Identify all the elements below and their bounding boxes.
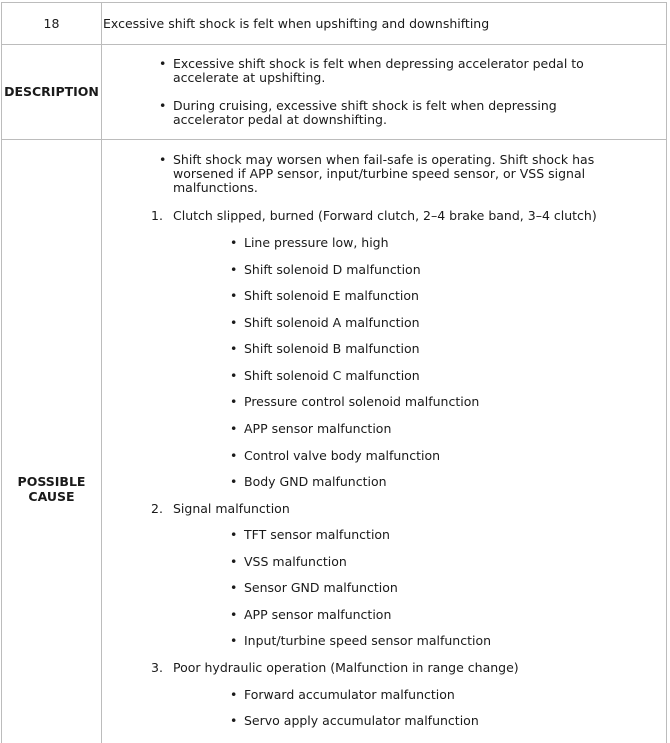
description-label: DESCRIPTION <box>4 84 99 99</box>
cause-item: APP sensor malfunction <box>244 607 392 622</box>
description-item-2-line-2: accelerator pedal at downshifting. <box>173 112 387 127</box>
possible-cause-label-line-2: CAUSE <box>28 489 75 504</box>
bullet: • <box>230 448 238 463</box>
note-line-3: malfunctions. <box>173 180 258 195</box>
description-item-2-line-1: During cruising, excessive shift shock is felt when depressing <box>173 98 557 113</box>
bullet: • <box>230 687 238 702</box>
group-number: 2. <box>151 501 163 516</box>
cause-item: Body GND malfunction <box>244 474 387 489</box>
cause-item: Sensor GND malfunction <box>244 580 398 595</box>
cause-item: Control valve body malfunction <box>244 448 441 463</box>
bullet: • <box>230 394 238 409</box>
cause-item: Servo apply accumulator malfunction <box>244 713 479 728</box>
cause-item: Shift solenoid A malfunction <box>244 315 420 330</box>
possible-cause-label-line-1: POSSIBLE <box>17 474 86 489</box>
bullet: • <box>230 288 238 303</box>
symptom-number: 18 <box>43 16 60 31</box>
cause-item: Forward accumulator malfunction <box>244 687 455 702</box>
bullet: • <box>230 341 238 356</box>
cause-item: Pressure control solenoid malfunction <box>244 394 480 409</box>
bullet: • <box>230 315 238 330</box>
cause-item: VSS malfunction <box>244 554 347 569</box>
column-divider <box>101 2 102 743</box>
bullet: • <box>230 527 238 542</box>
cause-item: APP sensor malfunction <box>244 421 392 436</box>
cause-item: Shift solenoid E malfunction <box>244 288 419 303</box>
bullet: • <box>159 56 167 71</box>
cause-item: Shift solenoid C malfunction <box>244 368 420 383</box>
table-border-left <box>1 2 2 743</box>
bullet: • <box>159 98 167 113</box>
bullet: • <box>230 713 238 728</box>
note-line-1: Shift shock may worsen when fail-safe is operating. Shift shock has <box>173 152 595 167</box>
bullet: • <box>230 607 238 622</box>
cause-item: Shift solenoid D malfunction <box>244 262 421 277</box>
cause-item: Shift solenoid B malfunction <box>244 341 420 356</box>
bullet: • <box>230 633 238 648</box>
cause-item: Input/turbine speed sensor malfunction <box>244 633 492 648</box>
description-item-1-line-1: Excessive shift shock is felt when depressing accelerator pedal to <box>173 56 584 71</box>
symptom-title: Excessive shift shock is felt when upshifting and downshifting <box>103 16 490 31</box>
group-number: 1. <box>151 208 163 223</box>
bullet: • <box>230 235 238 250</box>
group-number: 3. <box>151 660 163 675</box>
bullet: • <box>230 421 238 436</box>
bullet: • <box>159 152 167 167</box>
bullet: • <box>230 262 238 277</box>
description-item-1-line-2: accelerate at upshifting. <box>173 70 326 85</box>
note-line-2: worsened if APP sensor, input/turbine speed sensor, or VSS signal <box>173 166 586 181</box>
bullet: • <box>230 474 238 489</box>
bullet: • <box>230 368 238 383</box>
group-title: Poor hydraulic operation (Malfunction in range change) <box>173 660 519 675</box>
cause-item: TFT sensor malfunction <box>244 527 390 542</box>
group-title: Clutch slipped, burned (Forward clutch, 2–4 brake band, 3–4 clutch) <box>173 208 597 223</box>
table-border-right <box>666 2 667 743</box>
bullet: • <box>230 580 238 595</box>
cause-item: Line pressure low, high <box>244 235 389 250</box>
group-title: Signal malfunction <box>173 501 290 516</box>
bullet: • <box>230 554 238 569</box>
